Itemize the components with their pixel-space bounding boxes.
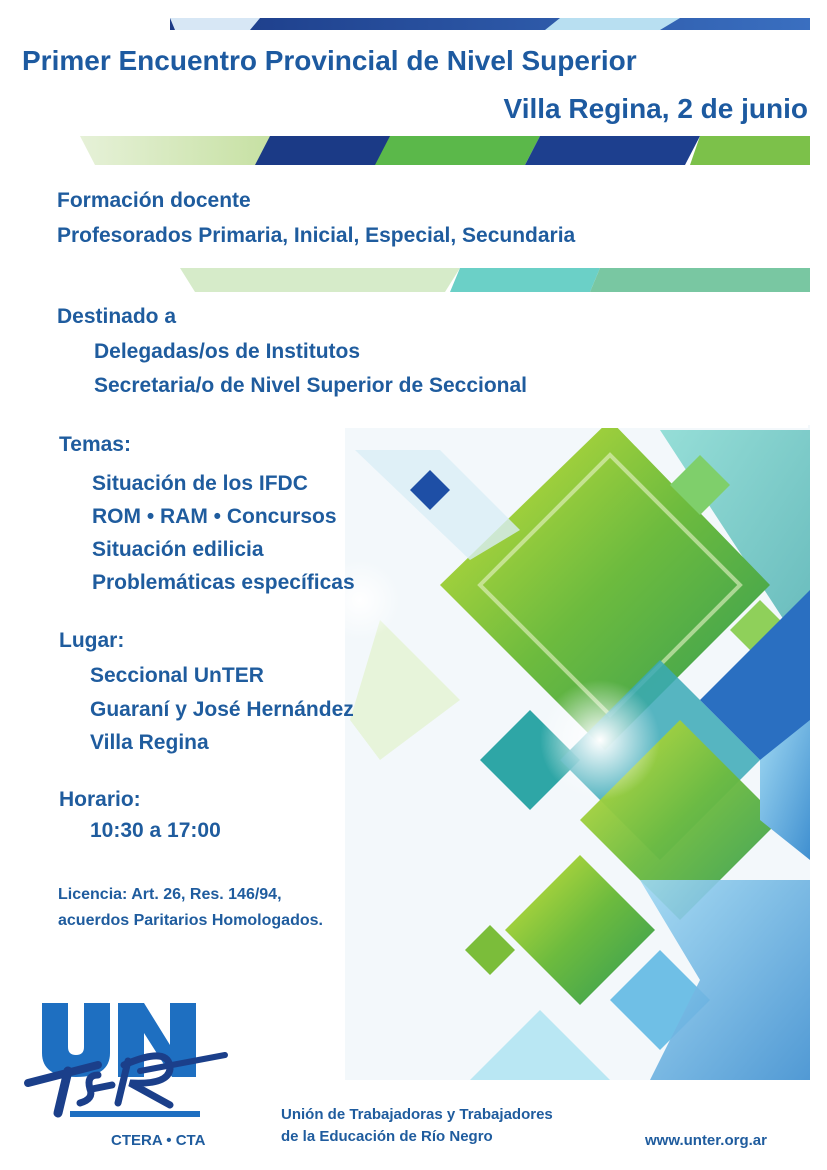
logo-affiliation: CTERA • CTA [111,1132,206,1149]
lugar-heading: Lugar: [59,629,125,652]
destinado-heading: Destinado a [57,305,177,328]
horario-heading: Horario: [59,788,141,811]
lugar-item: Guaraní y José Hernández [90,698,354,721]
licencia-line: Licencia: Art. 26, Res. 146/94, [58,886,282,903]
temas-item: Situación de los IFDC [92,472,308,495]
event-title: Primer Encuentro Provincial de Nivel Superior [22,45,637,76]
lugar-item: Villa Regina [90,731,209,754]
unter-logo-mark [20,995,230,1125]
temas-item: Problemáticas específicas [92,571,355,594]
licencia-line: acuerdos Paritarios Homologados. [58,912,323,929]
event-date-location: Villa Regina, 2 de junio [503,93,808,124]
temas-heading: Temas: [59,433,131,456]
temas-item: Situación edilicia [92,538,264,561]
website-link[interactable]: www.unter.org.ar [645,1132,767,1149]
horario-value: 10:30 a 17:00 [90,819,221,842]
destinado-item: Secretaria/o de Nivel Superior de Seccional [94,374,528,397]
org-name-line: de la Educación de Río Negro [281,1128,493,1145]
formacion-heading: Formación docente [57,189,251,212]
temas-item: ROM • RAM • Concursos [92,505,337,528]
unter-logo [20,995,230,1125]
formacion-panel [48,165,806,268]
formacion-detail: Profesorados Primaria, Inicial, Especial, Secundaria [57,224,576,247]
org-name-line: Unión de Trabajadoras y Trabajadores [281,1106,553,1123]
lugar-item: Seccional UnTER [90,664,264,687]
destinado-item: Delegadas/os de Institutos [94,340,361,363]
